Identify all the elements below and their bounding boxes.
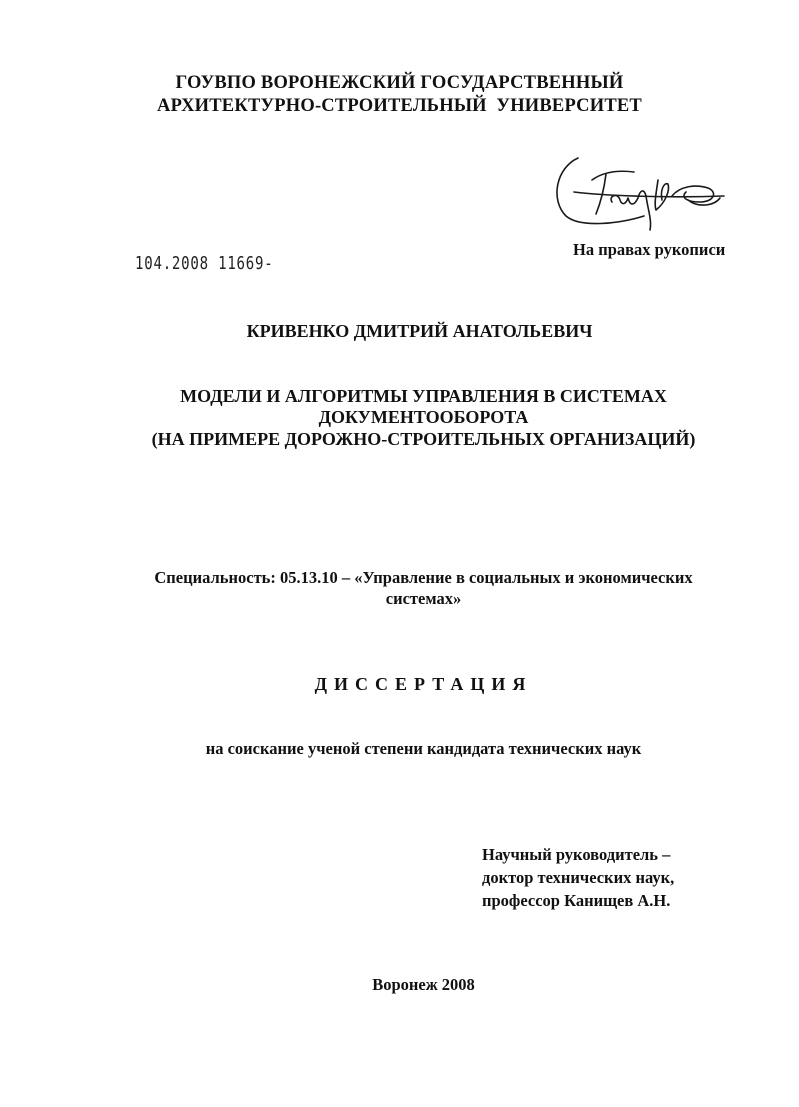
university-name-line2: АРХИТЕКТУРНО-СТРОИТЕЛЬНЫЙ УНИВЕРСИТЕТ bbox=[157, 96, 642, 116]
supervisor-line3: профессор Канищев А.Н. bbox=[482, 891, 671, 910]
university-name-line1: ГОУВПО ВОРОНЕЖСКИЙ ГОСУДАРСТВЕННЫЙ bbox=[175, 73, 624, 93]
registration-stamp: 104.2008 11669- bbox=[135, 253, 274, 274]
specialty-line1: Специальность: 05.13.10 – «Управление в социальных и экономических bbox=[154, 568, 693, 587]
signature-icon bbox=[548, 150, 738, 240]
author-name: КРИВЕНКО ДМИТРИЙ АНАТОЛЬЕВИЧ bbox=[246, 321, 593, 341]
manuscript-note: На правах рукописи bbox=[573, 240, 726, 259]
supervisor-line1: Научный руководитель – bbox=[482, 845, 671, 864]
title-line3: (НА ПРИМЕРЕ ДОРОЖНО-СТРОИТЕЛЬНЫХ ОРГАНИЗАЦИЙ) bbox=[151, 429, 696, 449]
degree-statement: на соискание ученой степени кандидата технических наук bbox=[205, 739, 642, 758]
title-line1: МОДЕЛИ И АЛГОРИТМЫ УПРАВЛЕНИЯ В СИСТЕМАХ bbox=[180, 386, 667, 406]
document-type: ДИССЕРТАЦИЯ bbox=[314, 674, 533, 694]
specialty-line2: системах» bbox=[385, 589, 462, 608]
title-line2: ДОКУМЕНТООБОРОТА bbox=[318, 407, 529, 427]
place-and-year: Воронеж 2008 bbox=[372, 975, 475, 994]
supervisor-line2: доктор технических наук, bbox=[482, 868, 675, 887]
